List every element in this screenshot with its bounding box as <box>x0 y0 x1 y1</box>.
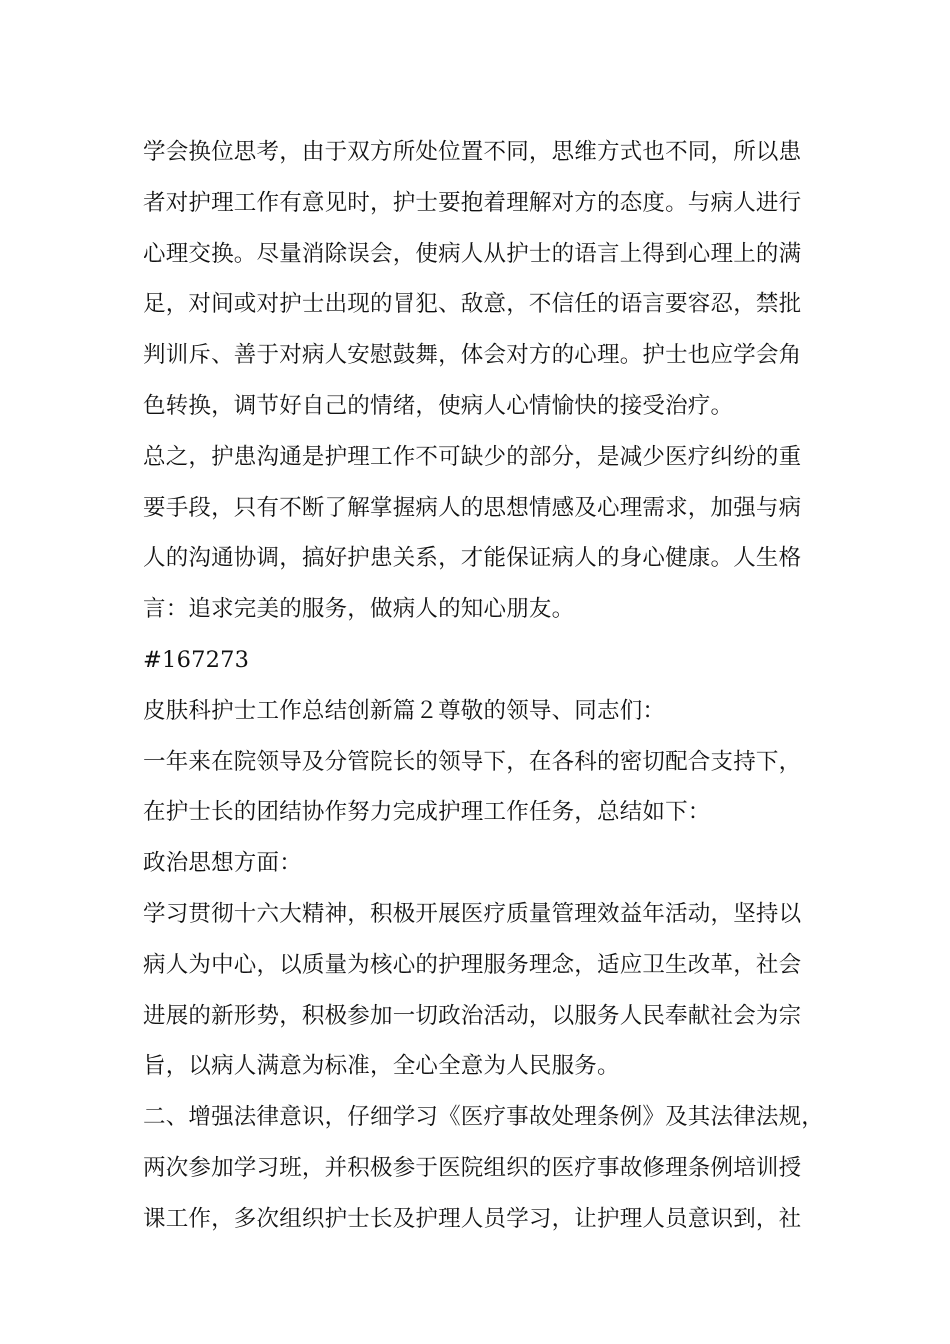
section-heading: 皮肤科护士工作总结创新篇２尊敬的领导、同志们： <box>143 697 666 724</box>
text-line: 在护士长的团结协作努力完成护理工作任务，总结如下： <box>143 799 711 826</box>
text-line: 两次参加学习班，并积极参于医院组织的医疗事故修理条例培训授 <box>143 1154 802 1181</box>
document-id: #167273 <box>143 646 250 673</box>
text-line: 心理交换。尽量消除误会，使病人从护士的语言上得到心理上的满 <box>143 240 802 267</box>
text-line: 足，对间或对护士出现的冒犯、敌意，不信任的语言要容忍，禁批 <box>143 291 802 318</box>
subsection-heading: 政治思想方面： <box>143 850 302 877</box>
text-line: 色转换，调节好自己的情绪，使病人心情愉快的接受治疗。 <box>143 392 734 419</box>
text-line: 判训斥、善于对病人安慰鼓舞，体会对方的心理。护士也应学会角 <box>143 342 802 369</box>
text-line: 人的沟通协调，搞好护患关系，才能保证病人的身心健康。人生格 <box>143 545 802 572</box>
text-line: 言：追求完美的服务，做病人的知心朋友。 <box>143 596 575 623</box>
text-line: 学会换位思考，由于双方所处位置不同，思维方式也不同，所以患 <box>143 139 802 165</box>
text-line: 课工作，多次组织护士长及护理人员学习，让护理人员意识到，社 <box>143 1205 802 1232</box>
document-body <box>143 133 825 1251</box>
text-line: 一年来在院领导及分管院长的领导下，在各科的密切配合支持下， <box>143 748 802 775</box>
text-line: 旨，以病人满意为标准，全心全意为人民服务。 <box>143 1053 620 1080</box>
text-line: 者对护理工作有意见时，护士要抱着理解对方的态度。与病人进行 <box>143 189 802 216</box>
text-line: 病人为中心，以质量为核心的护理服务理念，适应卫生改革，社会 <box>143 951 802 978</box>
text-line: 总之，护患沟通是护理工作不可缺少的部分，是减少医疗纠纷的重 <box>143 443 802 470</box>
text-line: 要手段，只有不断了解掌握病人的思想情感及心理需求，加强与病 <box>143 494 802 521</box>
text-line: 进展的新形势，积极参加一切政治活动，以服务人民奉献社会为宗 <box>143 1002 802 1029</box>
text-line: 学习贯彻十六大精神，积极开展医疗质量管理效益年活动，坚持以 <box>143 900 802 927</box>
text-line: 二、增强法律意识，仔细学习《医疗事故处理条例》及其法律法规， <box>143 1104 825 1131</box>
